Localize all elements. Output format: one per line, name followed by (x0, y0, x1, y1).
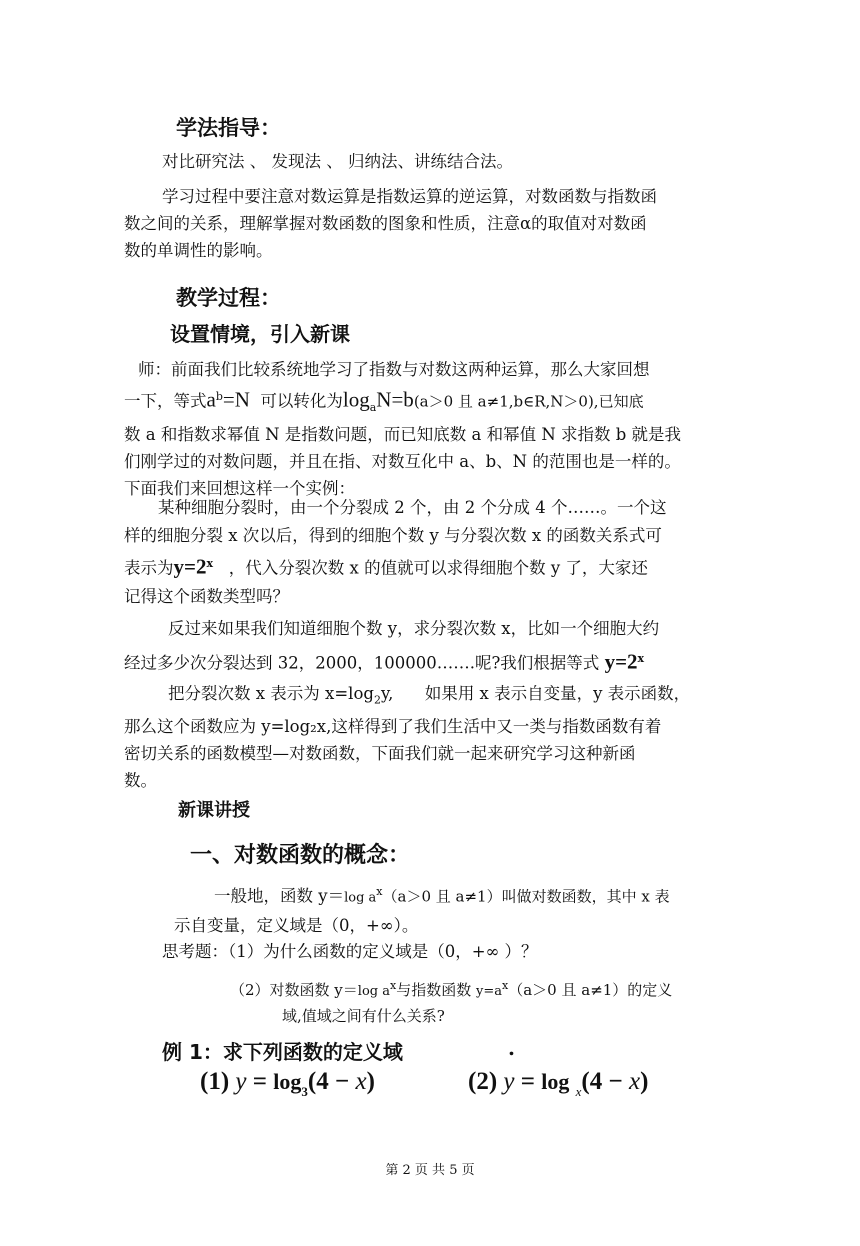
formula-exp: x (637, 652, 645, 665)
num-4: 4 (316, 1068, 329, 1095)
text-line: 数的单调性的影响。 (124, 241, 273, 260)
minus: − (334, 1068, 350, 1095)
convert-paragraph (124, 680, 764, 794)
text-fragment: 与指数函数 (396, 981, 472, 999)
text-line: 样的细胞分裂 x 次以后，得到的细胞个数 y 与分裂次数 x 的函数关系式可 (124, 526, 662, 545)
math-b-exp: b (215, 390, 223, 403)
paren-close: ) (640, 1068, 649, 1095)
text-fragment: 一下，等式 (124, 391, 207, 411)
log-base: x (575, 1084, 582, 1099)
text-fragment: 可以转化为 (260, 391, 343, 411)
equals: = (252, 1068, 268, 1095)
formula-y-2x: y=2 (173, 554, 207, 579)
text-line: 学习过程中要注意对数运算是指数运算的逆运算，对数函数与指数函 (162, 187, 657, 206)
text-fragment: 经过多少次分裂达到 32，2000，100000…….呢?我们根据等式 (124, 653, 600, 673)
log-a: log a (357, 984, 390, 999)
text-line: 某种细胞分裂时，由一个分裂成 2 个，由 2 个分成 4 个……。一个这 (158, 498, 667, 517)
text-fragment: 一般地，函数 y＝ (214, 886, 345, 906)
log: log (541, 1069, 570, 1094)
equals: = (520, 1068, 536, 1095)
text-fragment: （2）对数函数 y＝ (230, 981, 358, 999)
log-base: 2 (373, 693, 381, 707)
log-a: log a (344, 890, 377, 906)
text-line: 那么这个函数应为 y=log₂x,这样得到了我们生活中又一类与指数函数有着 (124, 717, 662, 737)
var-x: x (355, 1068, 367, 1095)
text-line: 下面我们来回想这样一个实例： (124, 478, 355, 498)
paren-close: ) (366, 1068, 375, 1095)
section-subtitle-intro: 设置情境，引入新课 (170, 322, 350, 346)
var-y: y (503, 1068, 515, 1095)
sup-x: x (502, 979, 509, 992)
minus: − (608, 1068, 623, 1095)
log: log (273, 1069, 302, 1094)
text-fragment: y, (380, 684, 394, 703)
cell-paragraph (124, 494, 764, 611)
text-line: 数。 (124, 771, 157, 791)
math-n-eq-b: N=b (376, 387, 414, 412)
text-line: 们刚学过的对数问题，并且在指、对数互化中 a、b、N 的范围也是一样的。 (124, 451, 681, 471)
heading-log-function-concept: 一、对数函数的概念： (190, 842, 411, 868)
text-fragment: （a＞0 且 a≠1）叫做对数函数，其中 x 表 (382, 887, 670, 906)
math-a: a (206, 387, 216, 412)
formula-1 (200, 1068, 375, 1100)
section-subtitle-new-lesson: 新课讲授 (178, 800, 250, 821)
teacher-paragraph (124, 356, 764, 502)
definition-paragraph (174, 878, 764, 939)
example-dot: . (508, 1036, 515, 1060)
text-line (174, 878, 764, 912)
text-fragment: 把分裂次数 x 表示为 x=log (168, 684, 374, 703)
formula-2 (468, 1068, 648, 1100)
text-fragment: ，代入分裂次数 x 的值就可以求得细胞个数 y 了，大家还 (228, 558, 648, 578)
formula-number: (1) (200, 1068, 230, 1095)
paren-open: ( (581, 1068, 590, 1095)
formula-y-2x: y=2 (604, 649, 638, 674)
paren-open: ( (307, 1068, 317, 1095)
methods-line: 对比研究法 、 发现法 、 归纳法、讲练结合法。 (162, 152, 513, 171)
think-question-1: 思考题：（1）为什么函数的定义域是（0，+∞ ）？ (162, 942, 538, 961)
var-x: x (629, 1068, 641, 1095)
formula-exp: x (206, 557, 214, 570)
text-line: 数之间的关系，理解掌握对数函数的图象和性质，注意α的取值对对数函 (124, 214, 647, 233)
text-line: 域,值域之间有什么关系? (282, 1007, 445, 1025)
text-fragment: 表示为 (124, 558, 174, 578)
section-title-teaching-process: 教学过程： (176, 285, 281, 310)
log-base: 3 (301, 1084, 308, 1099)
math-log-base: a (369, 400, 377, 414)
y-eq-a: y=a (476, 984, 503, 999)
text-line: 密切关系的函数模型—对数函数，下面我们就一起来研究学习这种新函 (124, 744, 636, 764)
text-fragment: 如果用 x 表示自变量，y 表示函数， (424, 684, 691, 703)
page-footer: 第 2 页 共 5 页 (385, 1163, 475, 1178)
text-line (124, 383, 764, 421)
text-line (124, 644, 764, 679)
study-paragraph (124, 183, 764, 264)
math-eq-n: =N (222, 387, 250, 412)
var-y: y (235, 1068, 247, 1095)
section-title-study-methods: 学法指导： (176, 115, 281, 140)
example-title: 例 1：求下列函数的定义域 (162, 1040, 403, 1064)
sup-x: x (376, 885, 383, 898)
text-line: 反过来如果我们知道细胞个数 y，求分裂次数 x，比如一个细胞大约 (168, 619, 660, 638)
text-line: 记得这个函数类型吗？ (124, 586, 289, 606)
formula-number: (2) (468, 1068, 498, 1095)
math-log: log (342, 387, 370, 412)
text-line: 示自变量，定义域是（0，+∞）。 (174, 915, 419, 935)
text-line (124, 680, 764, 713)
text-fragment: （a＞0 且 a≠1）的定义 (508, 981, 673, 999)
text-line: 数 a 和指数求幂值 N 是指数问题，而已知底数 a 和幂值 N 求指数 b 就是我 (124, 424, 682, 444)
text-line (124, 550, 764, 583)
num-4: 4 (589, 1068, 603, 1095)
sup-x: x (390, 979, 397, 992)
condition-text: (a＞0 且 a≠1,b∈R,N＞0),已知底 (413, 392, 644, 411)
think-question-2 (230, 974, 764, 1028)
reverse-paragraph (124, 614, 764, 679)
text-line (230, 974, 764, 1004)
text-line: 师：前面我们比较系统地学习了指数与对数这两种运算，那么大家回想 (138, 360, 650, 379)
